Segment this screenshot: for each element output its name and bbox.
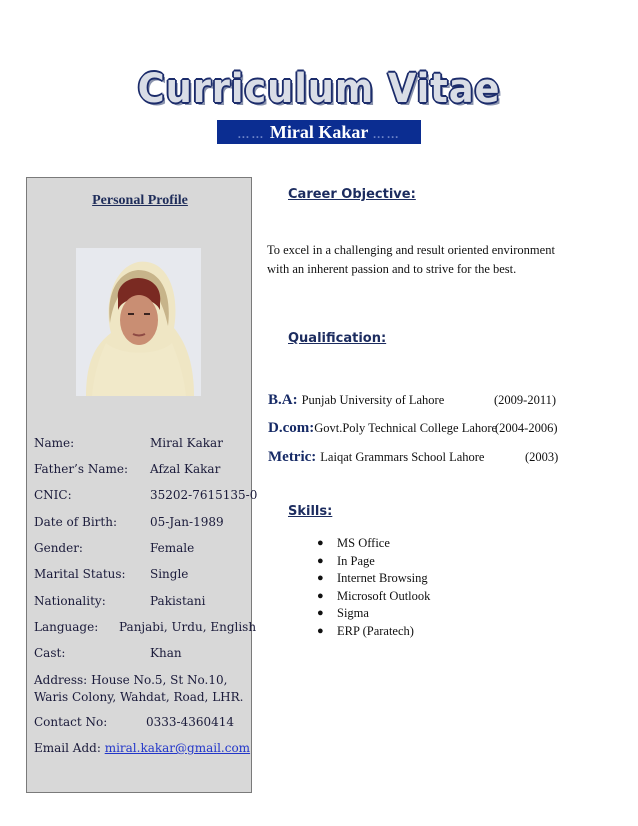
qualification-degree: D.com: (268, 420, 315, 436)
skill-label: Internet Browsing (337, 571, 428, 585)
field-label: Marital Status: (34, 567, 126, 581)
bullet-icon: ● (317, 607, 324, 619)
qualification-item (268, 448, 559, 466)
qualification-item (268, 419, 558, 437)
profile-address (34, 672, 246, 706)
contact-label: Contact No: (34, 715, 108, 729)
field-value: 35202-7615135-0 (150, 488, 258, 502)
qualification-years: (2009-2011) (494, 393, 557, 407)
qualification-years: (2004-2006) (495, 421, 558, 435)
email-link[interactable]: miral.kakar@gmail.com (104, 741, 251, 755)
skills-list (317, 535, 430, 640)
field-label: Nationality: (34, 594, 106, 608)
bullet-icon: ● (317, 554, 324, 567)
profile-email (34, 741, 250, 755)
banner-dots-left: …… (237, 127, 266, 141)
candidate-name: Miral Kakar (269, 122, 369, 142)
qualification-heading: Qualification: (288, 331, 387, 346)
skill-item (317, 588, 430, 606)
qualification-institute: Govt.Poly Technical College Lahore (314, 421, 498, 435)
field-label: Gender: (34, 541, 83, 555)
profile-photo (76, 248, 201, 396)
skill-item (317, 553, 430, 571)
field-label: Language: (34, 620, 99, 634)
email-label: Email Add: (34, 741, 101, 755)
skill-label: MS Office (337, 536, 390, 550)
qualification-degree: Metric: (268, 449, 317, 465)
field-label: Name: (34, 436, 75, 450)
skills-heading: Skills: (288, 504, 333, 519)
field-value: Afzal Kakar (150, 462, 221, 476)
address-label: Address: (34, 673, 88, 687)
career-objective-heading: Career Objective: (288, 187, 416, 202)
field-label: CNIC: (34, 488, 72, 502)
address-value: House No.5, St No.10, Waris Colony, Wahdat, Road, LHR. (34, 673, 244, 704)
field-label: Cast: (34, 646, 66, 660)
contact-value: 0333-4360414 (146, 715, 235, 729)
qualification-degree: B.A: (268, 392, 298, 408)
field-value: Panjabi, Urdu, English (119, 620, 257, 634)
field-value: Pakistani (150, 594, 206, 608)
name-banner (217, 120, 421, 144)
bullet-icon: ● (317, 589, 324, 602)
field-value: Female (150, 541, 195, 555)
field-value: 05-Jan-1989 (150, 515, 224, 529)
bullet-icon: ● (317, 624, 324, 637)
skill-label: ERP (Paratech) (337, 623, 414, 638)
career-objective-text: To excel in a challenging and result oriented environment with an inherent passion and to strive for the best. (267, 243, 555, 276)
field-label: Father’s Name: (34, 462, 129, 476)
bullet-icon: ● (317, 572, 324, 584)
skill-item (317, 535, 430, 553)
qualification-item (268, 391, 557, 409)
skill-item (317, 605, 430, 623)
qualification-years: (2003) (525, 450, 559, 464)
qualification-institute: Laiqat Grammars School Lahore (320, 450, 485, 464)
skill-item (317, 570, 430, 588)
cv-title: Curriculum Vitae (137, 66, 501, 112)
field-value: Khan (150, 646, 182, 660)
skill-label: In Page (337, 553, 375, 568)
field-label: Date of Birth: (34, 515, 117, 529)
banner-dots-right: …… (372, 127, 401, 141)
personal-profile-panel (26, 177, 258, 793)
skill-item (317, 623, 430, 641)
field-value: Single (150, 567, 189, 581)
field-value: Miral Kakar (150, 436, 223, 450)
skill-label: Microsoft Outlook (337, 588, 431, 603)
skill-label: Sigma (337, 606, 369, 620)
qualification-institute: Punjab University of Lahore (301, 393, 445, 407)
personal-profile-heading: Personal Profile (92, 193, 188, 208)
bullet-icon: ● (317, 537, 324, 549)
